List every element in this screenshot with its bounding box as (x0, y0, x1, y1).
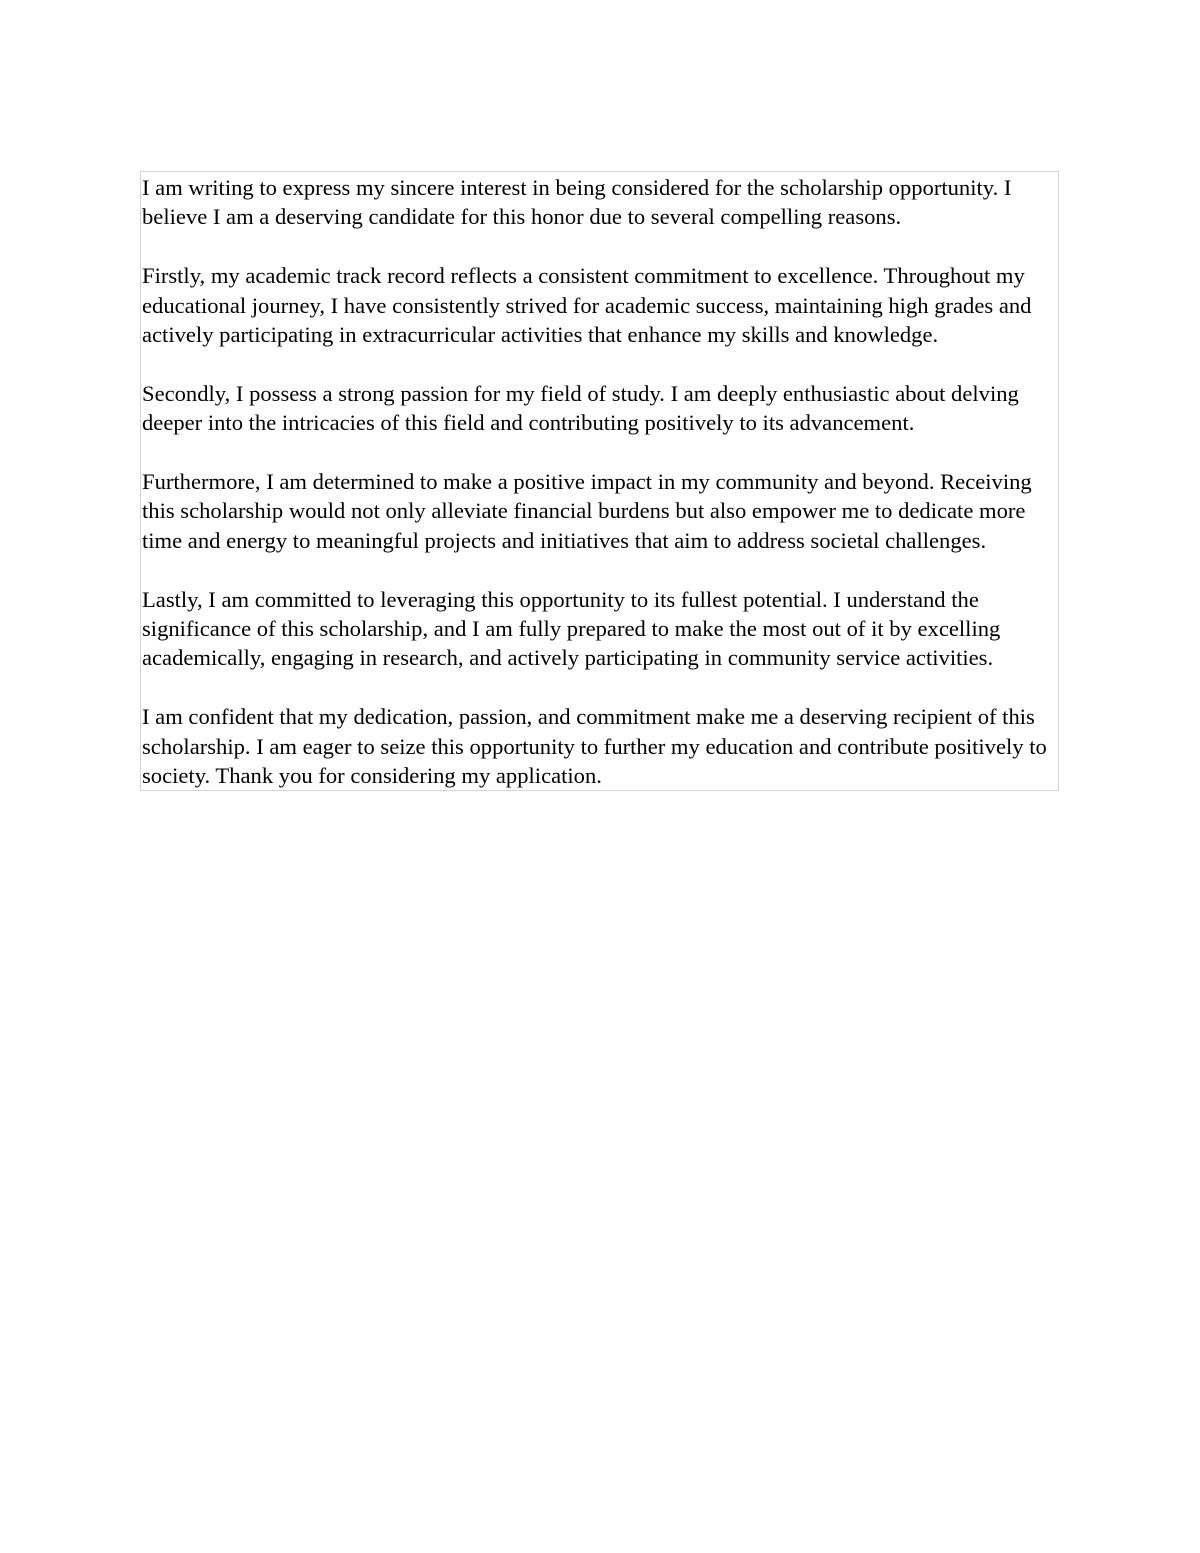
paragraph-academic-record: Firstly, my academic track record reflects a consistent commitment to excellence. Throughout my educational journey, I have consistently strived for academic success, maintaining high grades and actively participating in extracurricular activities that enhance my skills and knowledge. (142, 263, 1032, 348)
paragraph-introduction: I am writing to express my sincere interest in being considered for the scholarship opportunity. I believe I am a deserving candidate for this honor due to several compelling reasons. (142, 175, 1012, 230)
paragraph-community-impact: Furthermore, I am determined to make a positive impact in my community and beyond. Receiving this scholarship would not only alleviate financial burdens but also empower me to dedicate more time and energy to meaningful projects and initiatives that aim to address societal challenges. (142, 469, 1032, 553)
paragraph-commitment: Lastly, I am committed to leveraging this opportunity to its fullest potential. I understand the significance of this scholarship, and I am fully prepared to make the most out of it by excelling academically, engaging in research, and actively participating in community service activities. (142, 586, 1001, 671)
letter-text-box (140, 171, 1059, 791)
paragraph-passion: Secondly, I possess a strong passion for my field of study. I am deeply enthusiastic about delving deeper into the intricacies of this field and contributing positively to its advancement. (142, 380, 1019, 436)
paragraph-closing: I am confident that my dedication, passion, and commitment make me a deserving recipient of this scholarship. I am eager to seize this opportunity to further my education and contribute positively to society. Thank you for considering my application. (142, 704, 1047, 789)
